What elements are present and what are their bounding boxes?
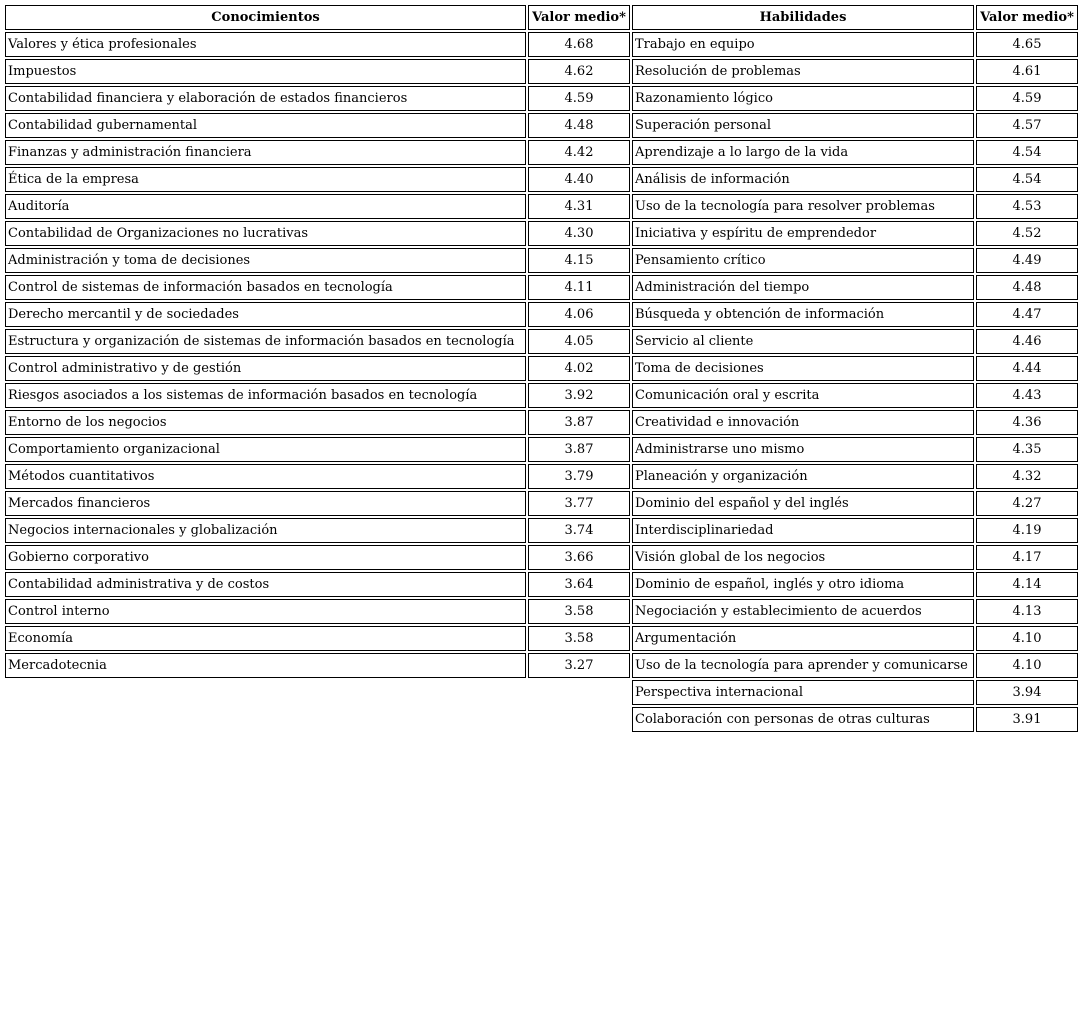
skills-item-value: 4.48	[976, 275, 1078, 300]
knowledge-item-name: Entorno de los negocios	[5, 410, 526, 435]
skills-item-value: 4.27	[976, 491, 1078, 516]
skills-item-value: 4.65	[976, 32, 1078, 57]
table-row	[632, 194, 1078, 219]
knowledge-item-value: 4.02	[528, 356, 630, 381]
table-row	[5, 86, 630, 111]
skills-item-value: 4.13	[976, 599, 1078, 624]
table-row	[632, 113, 1078, 138]
skills-item-name: Argumentación	[632, 626, 974, 651]
skills-item-name: Colaboración con personas de otras culturas	[632, 707, 974, 732]
table-row	[632, 59, 1078, 84]
table-row	[5, 626, 630, 651]
knowledge-item-name: Ética de la empresa	[5, 167, 526, 192]
knowledge-item-name: Negocios internacionales y globalización	[5, 518, 526, 543]
table-row	[632, 248, 1078, 273]
skills-item-name: Análisis de información	[632, 167, 974, 192]
table-row	[5, 383, 630, 408]
table-row	[632, 383, 1078, 408]
knowledge-item-value: 4.42	[528, 140, 630, 165]
knowledge-body	[5, 32, 630, 678]
knowledge-item-value: 4.30	[528, 221, 630, 246]
skills-item-value: 4.35	[976, 437, 1078, 462]
table-row	[632, 356, 1078, 381]
knowledge-item-name: Contabilidad gubernamental	[5, 113, 526, 138]
skills-item-name: Pensamiento crítico	[632, 248, 974, 273]
knowledge-item-value: 4.11	[528, 275, 630, 300]
table-row	[632, 410, 1078, 435]
table-row	[632, 32, 1078, 57]
knowledge-item-name: Auditoría	[5, 194, 526, 219]
skills-item-value: 4.43	[976, 383, 1078, 408]
table-row	[5, 59, 630, 84]
skills-item-name: Razonamiento lógico	[632, 86, 974, 111]
table-row	[5, 221, 630, 246]
skills-item-value: 4.10	[976, 653, 1078, 678]
skills-header-row	[632, 5, 1078, 30]
skills-item-name: Búsqueda y obtención de información	[632, 302, 974, 327]
knowledge-item-value: 3.27	[528, 653, 630, 678]
skills-body	[632, 32, 1078, 732]
table-row	[5, 194, 630, 219]
knowledge-item-name: Contabilidad financiera y elaboración de estados financieros	[5, 86, 526, 111]
knowledge-item-name: Mercados financieros	[5, 491, 526, 516]
table-row	[632, 302, 1078, 327]
skills-item-value: 4.17	[976, 545, 1078, 570]
skills-item-name: Dominio de español, inglés y otro idioma	[632, 572, 974, 597]
skills-item-value: 4.14	[976, 572, 1078, 597]
knowledge-item-value: 4.40	[528, 167, 630, 192]
skills-item-name: Visión global de los negocios	[632, 545, 974, 570]
skills-item-name: Toma de decisiones	[632, 356, 974, 381]
knowledge-header-value: Valor medio*	[528, 5, 630, 30]
skills-item-name: Resolución de problemas	[632, 59, 974, 84]
skills-item-name: Dominio del español y del inglés	[632, 491, 974, 516]
knowledge-item-name: Impuestos	[5, 59, 526, 84]
knowledge-header-row	[5, 5, 630, 30]
knowledge-item-name: Derecho mercantil y de sociedades	[5, 302, 526, 327]
table-row	[632, 329, 1078, 354]
table-row	[632, 653, 1078, 678]
knowledge-item-value: 3.58	[528, 599, 630, 624]
table-row	[5, 410, 630, 435]
knowledge-item-value: 4.15	[528, 248, 630, 273]
skills-item-value: 4.46	[976, 329, 1078, 354]
table-row	[632, 626, 1078, 651]
knowledge-item-value: 4.31	[528, 194, 630, 219]
table-row	[5, 653, 630, 678]
table-row	[5, 248, 630, 273]
skills-item-name: Administración del tiempo	[632, 275, 974, 300]
skills-item-name: Superación personal	[632, 113, 974, 138]
table-row	[5, 356, 630, 381]
skills-header-name: Habilidades	[632, 5, 974, 30]
knowledge-item-value: 3.79	[528, 464, 630, 489]
table-row	[5, 464, 630, 489]
skills-item-value: 4.59	[976, 86, 1078, 111]
knowledge-item-name: Comportamiento organizacional	[5, 437, 526, 462]
skills-item-value: 4.44	[976, 356, 1078, 381]
skills-item-value: 4.36	[976, 410, 1078, 435]
knowledge-item-name: Riesgos asociados a los sistemas de información basados en tecnología	[5, 383, 526, 408]
table-row	[5, 545, 630, 570]
table-row	[632, 545, 1078, 570]
table-row	[5, 167, 630, 192]
skills-item-name: Uso de la tecnología para aprender y comunicarse	[632, 653, 974, 678]
table-row	[632, 491, 1078, 516]
table-row	[632, 707, 1078, 732]
skills-item-name: Comunicación oral y escrita	[632, 383, 974, 408]
knowledge-item-name: Contabilidad de Organizaciones no lucrativas	[5, 221, 526, 246]
knowledge-header-name: Conocimientos	[5, 5, 526, 30]
knowledge-item-value: 4.59	[528, 86, 630, 111]
knowledge-item-value: 3.87	[528, 437, 630, 462]
skills-item-value: 4.49	[976, 248, 1078, 273]
skills-table	[630, 3, 1080, 734]
skills-item-value: 4.19	[976, 518, 1078, 543]
knowledge-item-name: Mercadotecnia	[5, 653, 526, 678]
table-row	[632, 86, 1078, 111]
knowledge-item-name: Administración y toma de decisiones	[5, 248, 526, 273]
table-row	[5, 599, 630, 624]
table-row	[5, 329, 630, 354]
table-row	[632, 167, 1078, 192]
table-row	[5, 518, 630, 543]
skills-item-name: Servicio al cliente	[632, 329, 974, 354]
skills-item-name: Aprendizaje a lo largo de la vida	[632, 140, 974, 165]
table-row	[5, 140, 630, 165]
skills-item-name: Uso de la tecnología para resolver problemas	[632, 194, 974, 219]
knowledge-item-name: Métodos cuantitativos	[5, 464, 526, 489]
table-row	[5, 275, 630, 300]
knowledge-item-name: Estructura y organización de sistemas de información basados en tecnología	[5, 329, 526, 354]
table-row	[632, 140, 1078, 165]
skills-item-value: 4.61	[976, 59, 1078, 84]
knowledge-item-name: Economía	[5, 626, 526, 651]
skills-item-value: 4.57	[976, 113, 1078, 138]
skills-item-value: 4.54	[976, 140, 1078, 165]
table-row	[5, 572, 630, 597]
skills-item-value: 4.53	[976, 194, 1078, 219]
table-row	[632, 599, 1078, 624]
knowledge-item-value: 3.77	[528, 491, 630, 516]
skills-item-name: Administrarse uno mismo	[632, 437, 974, 462]
skills-item-value: 4.52	[976, 221, 1078, 246]
skills-item-name: Trabajo en equipo	[632, 32, 974, 57]
skills-item-value: 4.32	[976, 464, 1078, 489]
table-row	[632, 221, 1078, 246]
skills-item-value: 3.91	[976, 707, 1078, 732]
skills-item-name: Negociación y establecimiento de acuerdos	[632, 599, 974, 624]
skills-item-value: 4.10	[976, 626, 1078, 651]
knowledge-item-value: 4.05	[528, 329, 630, 354]
knowledge-item-value: 4.48	[528, 113, 630, 138]
knowledge-item-name: Control administrativo y de gestión	[5, 356, 526, 381]
knowledge-item-value: 4.68	[528, 32, 630, 57]
knowledge-item-name: Contabilidad administrativa y de costos	[5, 572, 526, 597]
knowledge-item-name: Finanzas y administración financiera	[5, 140, 526, 165]
skills-item-value: 4.54	[976, 167, 1078, 192]
knowledge-item-value: 3.92	[528, 383, 630, 408]
skills-item-name: Perspectiva internacional	[632, 680, 974, 705]
knowledge-item-value: 3.64	[528, 572, 630, 597]
knowledge-item-value: 3.87	[528, 410, 630, 435]
skills-item-value: 3.94	[976, 680, 1078, 705]
table-row	[5, 437, 630, 462]
skills-item-value: 4.47	[976, 302, 1078, 327]
table-row	[5, 113, 630, 138]
table-row	[632, 572, 1078, 597]
table-row	[5, 491, 630, 516]
knowledge-item-name: Control de sistemas de información basados en tecnología	[5, 275, 526, 300]
skills-item-name: Creatividad e innovación	[632, 410, 974, 435]
knowledge-item-value: 4.62	[528, 59, 630, 84]
knowledge-item-value: 3.74	[528, 518, 630, 543]
skills-item-name: Interdisciplinariedad	[632, 518, 974, 543]
knowledge-item-value: 3.66	[528, 545, 630, 570]
skills-item-name: Planeación y organización	[632, 464, 974, 489]
knowledge-table	[3, 3, 632, 680]
table-row	[632, 464, 1078, 489]
table-row	[632, 680, 1078, 705]
knowledge-item-name: Valores y ética profesionales	[5, 32, 526, 57]
knowledge-item-name: Control interno	[5, 599, 526, 624]
table-row	[5, 32, 630, 57]
skills-header-value: Valor medio*	[976, 5, 1078, 30]
table-row	[632, 437, 1078, 462]
table-row	[5, 302, 630, 327]
knowledge-item-value: 3.58	[528, 626, 630, 651]
knowledge-item-name: Gobierno corporativo	[5, 545, 526, 570]
skills-item-name: Iniciativa y espíritu de emprendedor	[632, 221, 974, 246]
table-row	[632, 518, 1078, 543]
knowledge-item-value: 4.06	[528, 302, 630, 327]
table-row	[632, 275, 1078, 300]
